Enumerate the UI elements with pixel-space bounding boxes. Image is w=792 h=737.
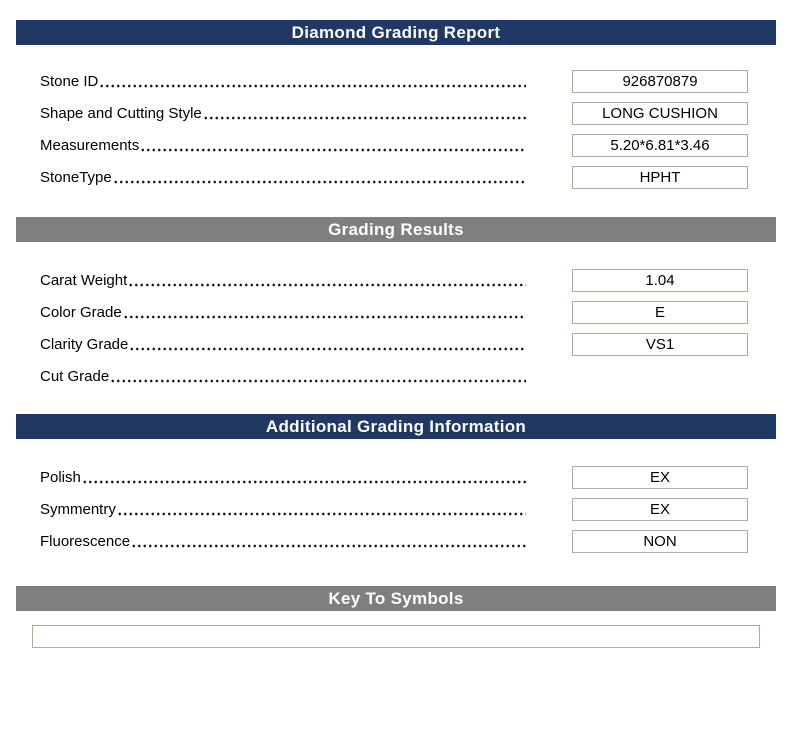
polish-label: Polish [40, 468, 81, 486]
symmetry-label: Symmentry [40, 500, 116, 518]
section-header-grading-results: Grading Results [16, 217, 776, 242]
dotted-leader [82, 470, 526, 485]
shape-cutting-style-row [40, 97, 748, 129]
additional-grading-section [0, 439, 792, 586]
dotted-leader [140, 138, 526, 153]
dotted-leader [128, 273, 526, 288]
measurements-value: 5.20*6.81*3.46 [572, 134, 748, 157]
cut-grade-label: Cut Grade [40, 367, 110, 385]
carat-weight-label: Carat Weight [40, 271, 128, 289]
section-header-additional-grading-information: Additional Grading Information [16, 414, 776, 439]
grading-results-section [0, 242, 792, 414]
fluorescence-row [40, 525, 748, 557]
dotted-leader [131, 534, 526, 549]
stone-type-label: StoneType [40, 168, 112, 186]
symmetry-row [40, 493, 748, 525]
dotted-leader [117, 502, 526, 517]
color-grade-row [40, 296, 748, 328]
stone-type-value: HPHT [572, 166, 748, 189]
shape-cutting-style-label: Shape and Cutting Style [40, 104, 202, 122]
top-spacer [0, 0, 792, 20]
stone-type-row [40, 161, 748, 193]
fluorescence-value: NON [572, 530, 748, 553]
dotted-leader [99, 74, 526, 89]
polish-row [40, 461, 748, 493]
shape-cutting-style-value: LONG CUSHION [572, 102, 748, 125]
clarity-grade-label: Clarity Grade [40, 335, 129, 353]
measurements-label: Measurements [40, 136, 140, 154]
clarity-grade-row [40, 328, 748, 360]
symmetry-value: EX [572, 498, 748, 521]
color-grade-label: Color Grade [40, 303, 122, 321]
section-header-key-to-symbols: Key To Symbols [16, 586, 776, 611]
measurements-row [40, 129, 748, 161]
color-grade-value: E [572, 301, 748, 324]
clarity-grade-value: VS1 [572, 333, 748, 356]
carat-weight-value: 1.04 [572, 269, 748, 292]
key-to-symbols-box [32, 625, 760, 648]
stone-id-row [40, 65, 748, 97]
identification-section [0, 45, 792, 217]
section-header-report-title: Diamond Grading Report [16, 20, 776, 45]
carat-weight-row [40, 264, 748, 296]
dotted-leader [203, 106, 526, 121]
dotted-leader [110, 369, 526, 384]
dotted-leader [123, 305, 526, 320]
fluorescence-label: Fluorescence [40, 532, 131, 550]
stone-id-label: Stone ID [40, 72, 99, 90]
stone-id-value: 926870879 [572, 70, 748, 93]
polish-value: EX [572, 466, 748, 489]
dotted-leader [129, 337, 526, 352]
dotted-leader [113, 170, 526, 185]
cut-grade-row [40, 360, 748, 392]
